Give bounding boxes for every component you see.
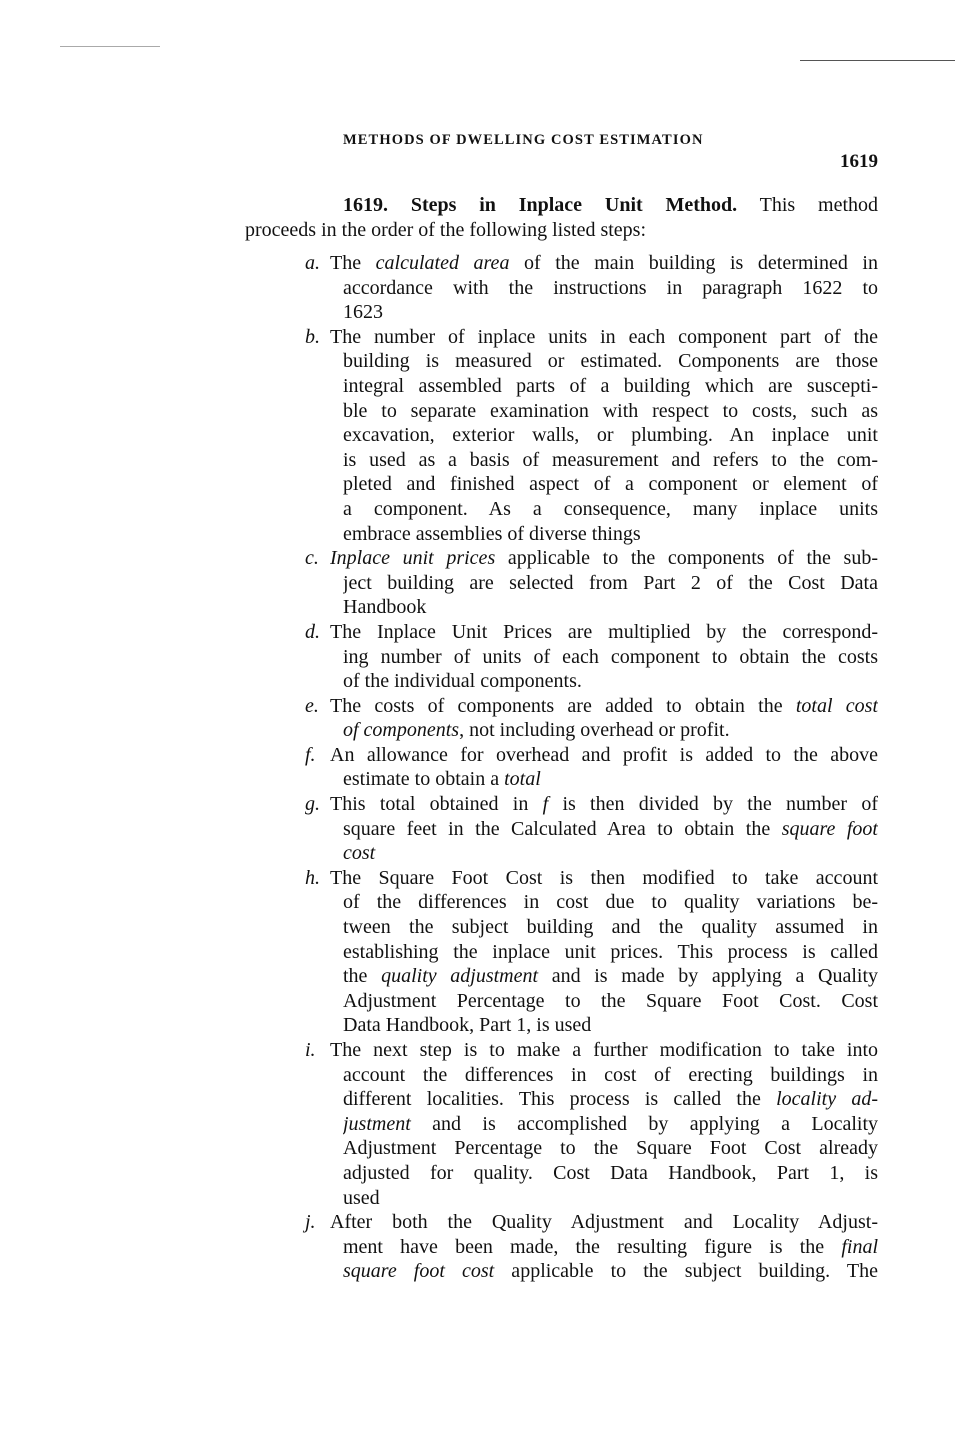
step-item xyxy=(300,792,878,866)
body-text: ject building are selected from Part 2 of the Cost Data xyxy=(343,571,878,594)
body-text: integral assembled parts of a building which are suscepti- xyxy=(343,374,878,397)
step-letter: d. xyxy=(305,620,320,643)
emphasis-text: locality ad- xyxy=(776,1088,878,1111)
text-line xyxy=(300,448,878,473)
page-number: 1619 xyxy=(840,151,878,172)
body-text: estimate to obtain a xyxy=(343,768,505,791)
body-text: and is accomplished by applying a Locality xyxy=(410,1112,878,1135)
step-item xyxy=(300,251,878,325)
body-text: used xyxy=(343,1186,380,1209)
body-text: applicable to the components of the sub- xyxy=(495,547,878,570)
text-line xyxy=(300,571,878,596)
text-line xyxy=(300,300,878,325)
body-text: Adjustment Percentage to the Square Foot Cost already xyxy=(343,1137,878,1160)
body-text: tween the subject building and the quality assumed in xyxy=(343,916,878,939)
scan-edge-mark xyxy=(800,60,955,61)
step-letter: h. xyxy=(305,866,320,889)
step-letter: j. xyxy=(305,1211,316,1234)
text-line xyxy=(300,276,878,301)
body-text: 1623 xyxy=(343,301,383,324)
body-text: An allowance for overhead and profit is added to the above xyxy=(330,743,878,766)
step-letter: g. xyxy=(305,793,320,816)
text-line xyxy=(300,1087,878,1112)
step-item xyxy=(300,866,878,1038)
text-line xyxy=(300,472,878,497)
emphasis-text: justment xyxy=(343,1112,411,1135)
body-text: excavation, exterior walls, or plumbing. An inplace unit xyxy=(343,424,878,447)
section-heading-line xyxy=(343,193,878,218)
text-line xyxy=(300,964,878,989)
intro-text-continued: proceeds in the order of the following listed steps: xyxy=(245,219,647,241)
body-text: pleted and finished aspect of a component or element of xyxy=(343,473,878,496)
body-text: embrace assemblies of diverse things xyxy=(343,522,641,545)
body-text: establishing the inplace unit prices. This process is called xyxy=(343,940,878,963)
text-line xyxy=(300,940,878,965)
text-line xyxy=(300,423,878,448)
step-item xyxy=(300,694,878,743)
text-line xyxy=(300,890,878,915)
text-line xyxy=(300,620,878,645)
body-text: ment have been made, the resulting figure is the xyxy=(343,1235,842,1258)
step-item xyxy=(300,743,878,792)
body-text: different localities. This process is called the xyxy=(343,1088,777,1111)
text-line xyxy=(300,718,878,743)
text-line xyxy=(300,989,878,1014)
emphasis-text: f xyxy=(542,793,549,816)
text-line xyxy=(300,915,878,940)
body-text: Handbook xyxy=(343,596,427,619)
body-text: of the differences in cost due to quality variations be- xyxy=(343,891,878,914)
step-item xyxy=(300,1210,878,1284)
step-letter: f. xyxy=(305,743,316,766)
body-text: adjusted for quality. Cost Data Handbook, Part 1, is xyxy=(343,1161,878,1184)
emphasis-text: quality adjustment xyxy=(381,965,539,988)
text-line xyxy=(300,251,878,276)
text-line xyxy=(300,669,878,694)
text-line xyxy=(300,1186,878,1211)
body-text: ing number of units of each component to obtain the costs xyxy=(343,645,878,668)
body-text: the xyxy=(343,965,382,988)
emphasis-text: cost xyxy=(343,842,376,865)
step-letter: a. xyxy=(305,252,320,274)
text-line xyxy=(300,817,878,842)
body-text: account the differences in cost of erecting buildings in xyxy=(343,1063,878,1086)
text-line xyxy=(300,349,878,374)
body-text: building is measured or estimated. Components are those xyxy=(343,350,878,373)
body-text: accordance with the instructions in paragraph 1622 to xyxy=(343,276,878,299)
text-line xyxy=(300,1210,878,1235)
emphasis-text: square foot cost xyxy=(343,1260,495,1283)
text-line xyxy=(300,1235,878,1260)
section-heading: 1619. Steps in Inplace Unit Method. xyxy=(343,194,738,216)
text-line xyxy=(300,399,878,424)
running-head: METHODS OF DWELLING COST ESTIMATION xyxy=(343,132,704,148)
body-text: ble to separate examination with respect to costs, such as xyxy=(343,399,878,422)
text-line xyxy=(300,767,878,792)
emphasis-text: total xyxy=(504,768,541,791)
emphasis-text: total cost xyxy=(795,694,878,717)
body-text: , not including overhead or profit. xyxy=(459,719,730,742)
text-line xyxy=(300,694,878,719)
step-item xyxy=(300,325,878,546)
step-letter: b. xyxy=(305,325,320,348)
text-line xyxy=(300,1259,878,1284)
scan-edge-mark xyxy=(60,46,160,47)
body-text: The xyxy=(330,252,376,274)
body-text: This total obtained in xyxy=(330,793,543,816)
body-text: The Inplace Unit Prices are multiplied by the correspond- xyxy=(330,620,878,643)
body-text: square feet in the Calculated Area to obtain the xyxy=(343,817,782,840)
step-letter: i. xyxy=(305,1039,316,1061)
body-text: After both the Quality Adjustment and Locality Adjust- xyxy=(330,1211,878,1234)
body-text: The Square Foot Cost is then modified to take account xyxy=(330,866,878,889)
body-text: The costs of components are added to obtain the xyxy=(330,694,796,717)
body-text: The number of inplace units in each component part of the xyxy=(330,325,878,348)
emphasis-text: final xyxy=(841,1235,878,1258)
text-line xyxy=(300,645,878,670)
text-line xyxy=(300,1063,878,1088)
text-line xyxy=(300,374,878,399)
text-line xyxy=(300,1136,878,1161)
text-line xyxy=(300,325,878,350)
text-line xyxy=(300,1161,878,1186)
text-line xyxy=(300,1112,878,1137)
step-item xyxy=(300,1038,878,1210)
body-text: is used as a basis of measurement and refers to the com- xyxy=(343,448,878,471)
step-letter: c. xyxy=(305,547,319,570)
body-text: of the main building is determined in xyxy=(509,252,878,274)
step-letter: e. xyxy=(305,694,319,717)
body-text: a component. As a consequence, many inplace units xyxy=(343,497,878,520)
step-item xyxy=(300,546,878,620)
text-line xyxy=(300,1013,878,1038)
body-text: and is made by applying a Quality xyxy=(538,965,878,988)
text-line xyxy=(300,743,878,768)
text-line xyxy=(300,841,878,866)
emphasis-text: calculated area xyxy=(375,252,510,274)
emphasis-text: of components xyxy=(343,719,460,742)
body-text: Data Handbook, Part 1, is used xyxy=(343,1014,592,1037)
text-line xyxy=(300,595,878,620)
text-line xyxy=(300,792,878,817)
steps-list xyxy=(300,251,878,1284)
emphasis-text: Inplace unit prices xyxy=(330,547,496,570)
text-line xyxy=(300,497,878,522)
body-text: of the individual components. xyxy=(343,670,582,693)
body-text: is then divided by the number of xyxy=(548,793,878,816)
text-line xyxy=(300,522,878,547)
intro-text: This method xyxy=(759,194,879,216)
text-line xyxy=(300,546,878,571)
body-text: Adjustment Percentage to the Square Foot Cost. Cost xyxy=(343,989,878,1012)
body-text: applicable to the subject building. The xyxy=(494,1260,878,1283)
text-line xyxy=(300,1038,878,1063)
body-text: The next step is to make a further modification to take into xyxy=(330,1039,878,1061)
step-item xyxy=(300,620,878,694)
text-line xyxy=(300,866,878,891)
emphasis-text: square foot xyxy=(781,817,878,840)
